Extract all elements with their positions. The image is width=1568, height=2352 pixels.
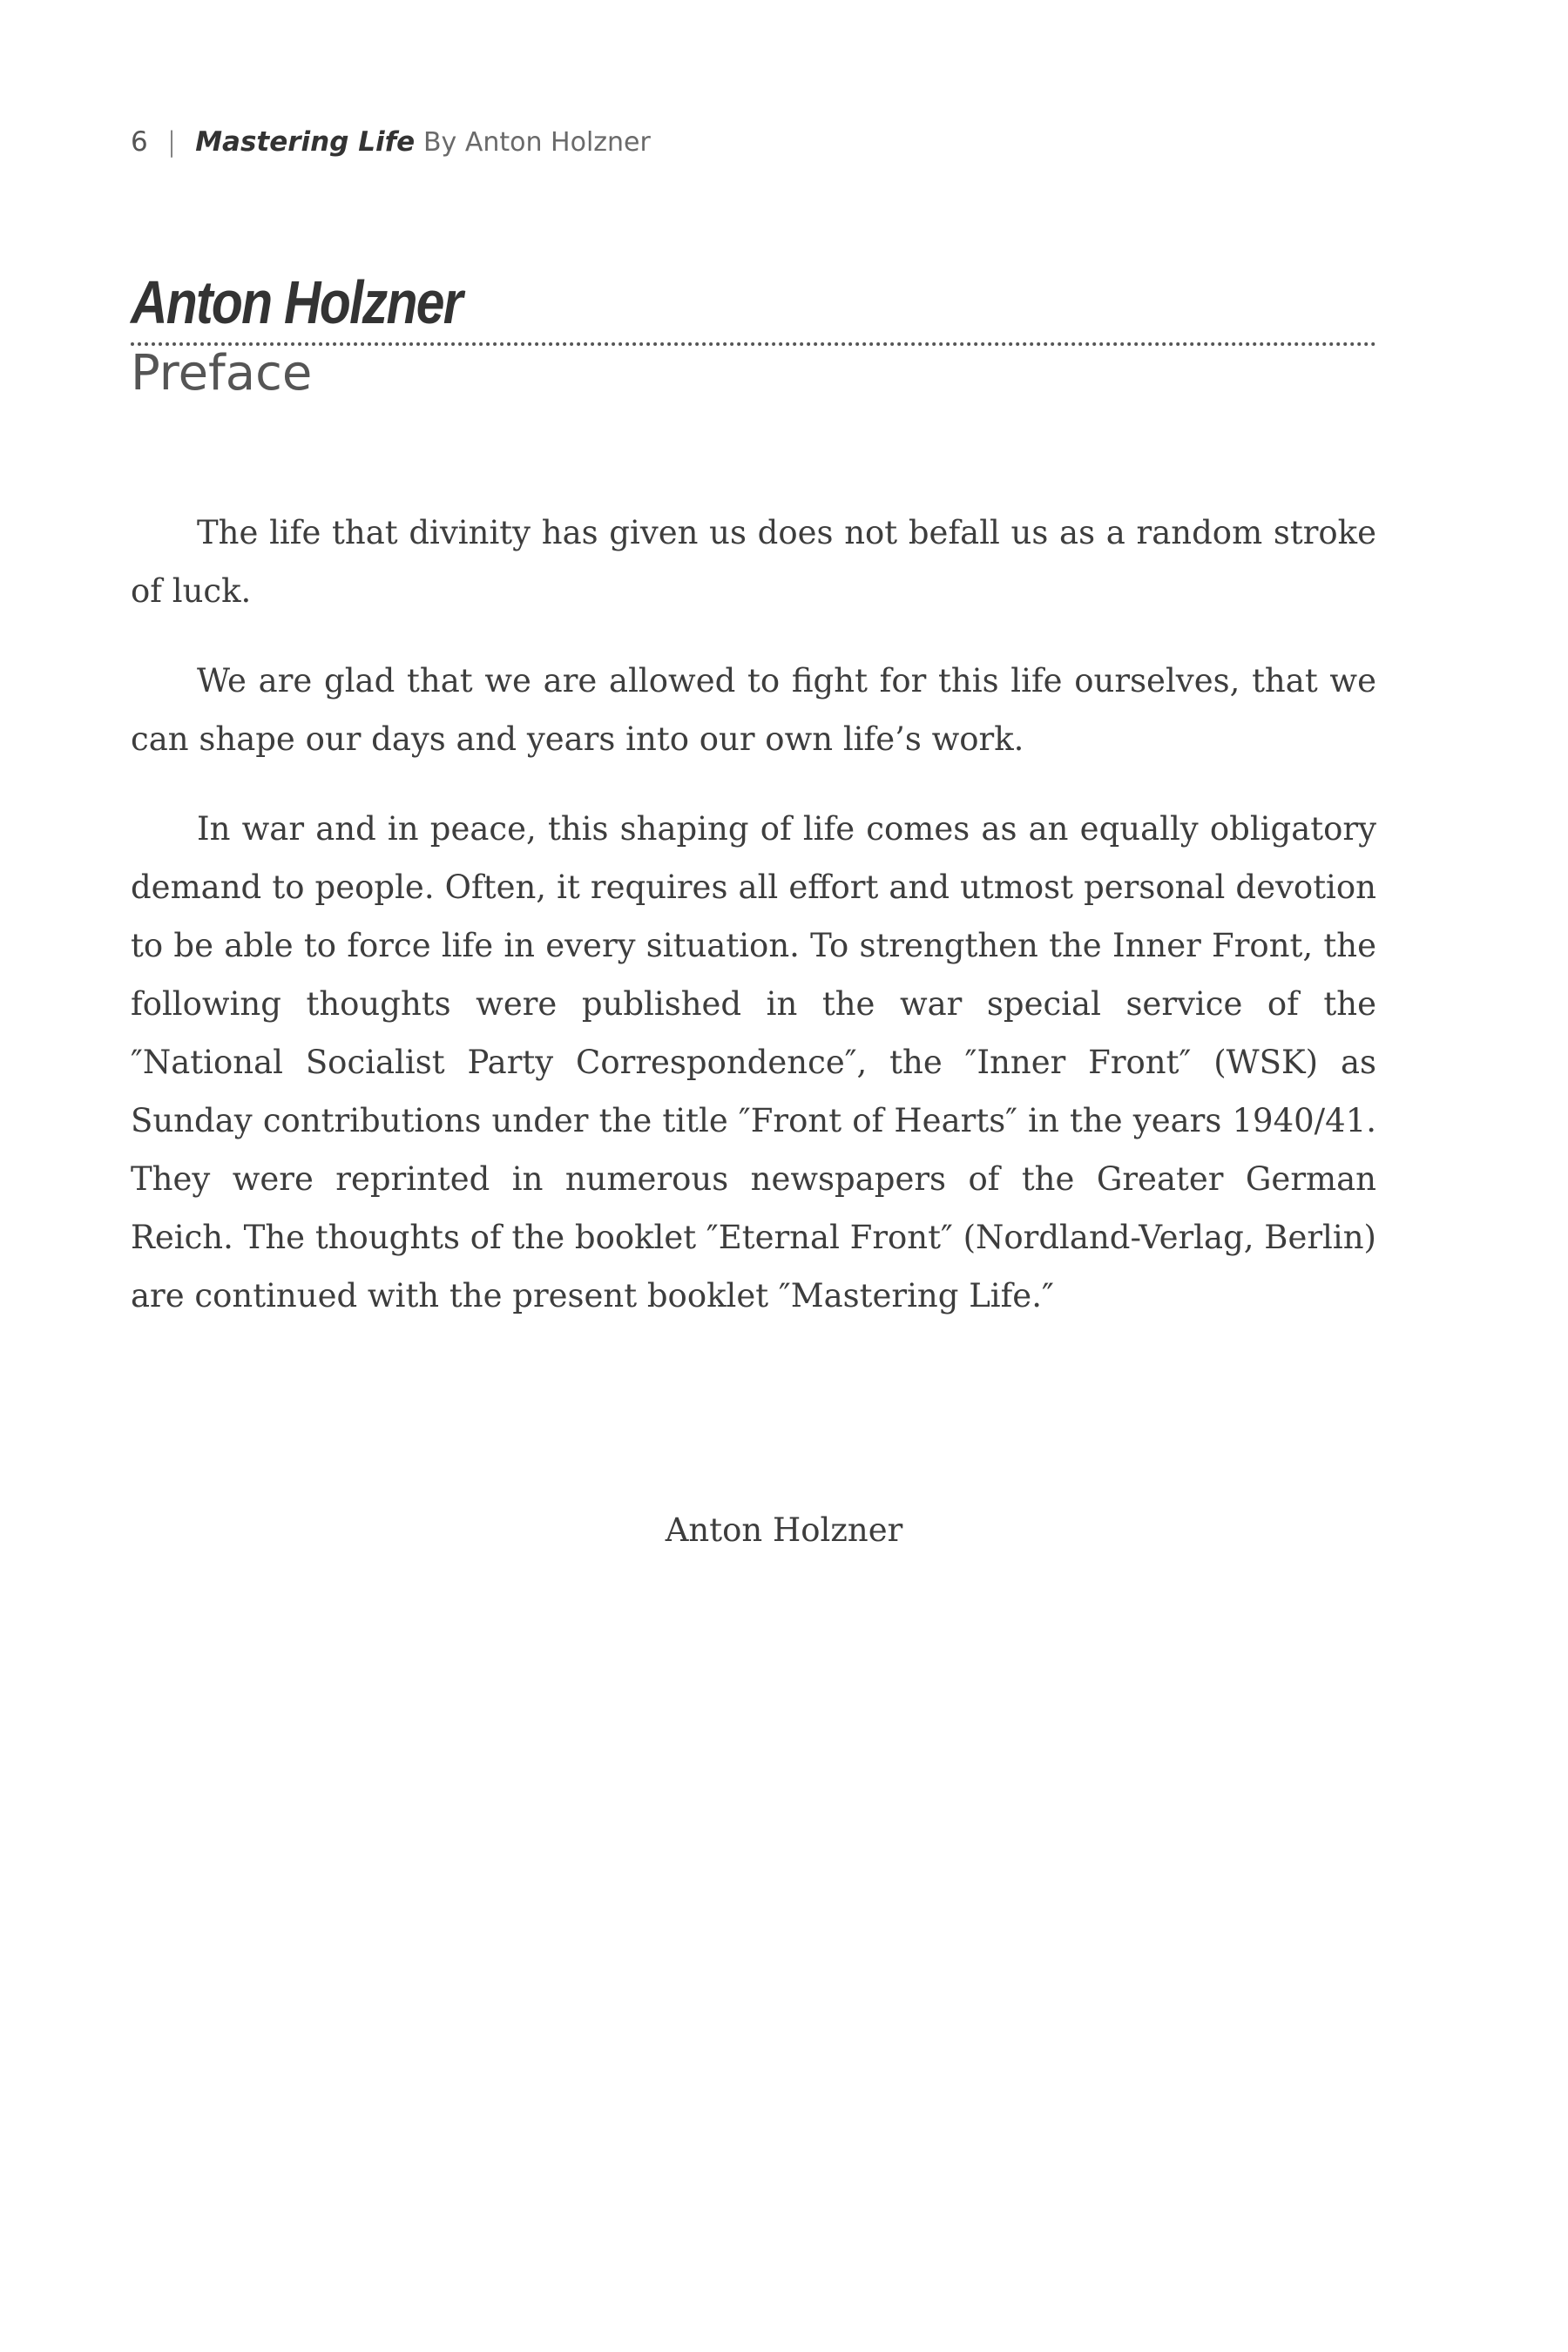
signature: Anton Holzner: [665, 1511, 903, 1549]
header-byline: By Anton Holzner: [422, 127, 651, 158]
header-separator: |: [166, 126, 177, 158]
body-text: [131, 504, 1376, 1356]
chapter-title: Preface: [131, 345, 313, 402]
book-title: Mastering Life: [195, 126, 416, 158]
running-header: [131, 126, 651, 158]
paragraph: The life that divinity has given us does not befall us as a random stroke of luck.: [131, 514, 1376, 610]
chapter-author: Anton Holzner: [131, 268, 462, 336]
dotted-divider: [131, 342, 1376, 346]
paragraph: We are glad that we are allowed to fight for this life ourselves, that we can shape our days and years into our own life’s work.: [131, 662, 1376, 758]
page-number: 6: [131, 126, 148, 158]
paragraph: In war and in peace, this shaping of life comes as an equally obligatory demand to people. Often, it requires all effort and utmost personal devotion to be able to force life in every situation. To strengthen the Inner Front, the following thoughts were published in the war special service of the ″National Socialist Party Correspondence″, the ″Inner Front″ (WSK) as Sunday contributions under the title ″Front of Hearts″ in the years 1940/41. They were reprinted in numerous newspapers of the Greater German Reich. The thoughts of the booklet ″Eternal Front″ (Nordland-Verlag, Berlin) are continued with the present booklet ″Mastering Life.″: [131, 810, 1376, 1315]
